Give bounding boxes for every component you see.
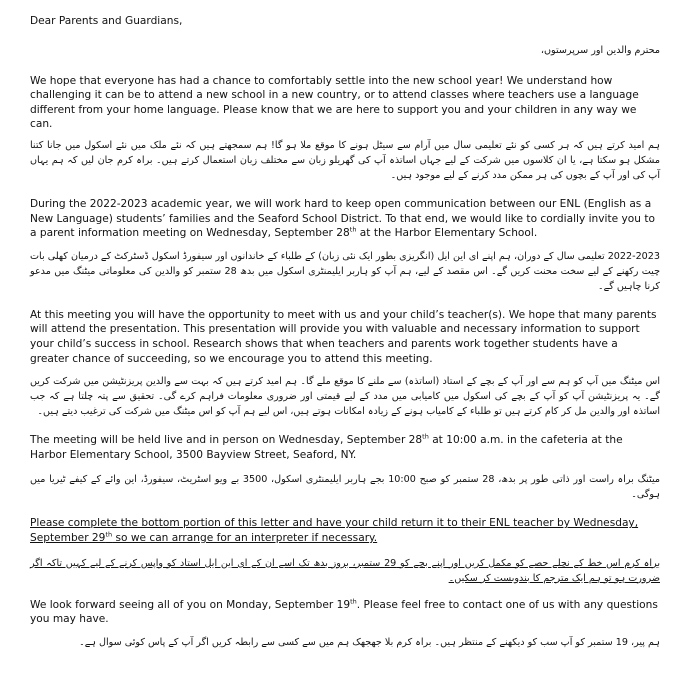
paragraph-closing-english bbox=[30, 598, 660, 627]
ordinal-suffix: th bbox=[105, 530, 113, 539]
paragraph-closing-urdu: ہم پیر، 19 ستمبر کو آپ سب کو دیکھنے کے منتظر ہیں۔ براہ کرم بلا جھجھک ہم میں سے کسی سے رابطہ کریں اگر آپ کے پاس کوئی سوال ہے۔ bbox=[79, 636, 660, 648]
closing-text: We look forward seeing all of you on Monday, September 19 bbox=[30, 598, 351, 611]
closing-text-end: . Please feel free to contact one of us with any questions you may have. bbox=[30, 598, 658, 626]
paragraph-location-urdu: میٹنگ براہ راست اور ذاتی طور پر بدھ، 28 ستمبر کو صبح 10:00 بجے ہاربر ایلیمنٹری اسکول، 3500 بے ویو اسٹریٹ، سیفورڈ، این وائے کے کیفے ٹیریا میں ہوگی۔ bbox=[30, 474, 660, 501]
paragraph-return-form-english bbox=[30, 516, 660, 545]
ordinal-suffix: th bbox=[350, 596, 357, 605]
greeting-english: Dear Parents and Guardians, bbox=[30, 15, 183, 27]
paragraph-meeting-english: At this meeting you will have the opportunity to meet with us and your child’s teacher(s). We hope that many parents will attend the presentation. This presentation will provide you with valuable and necessary information to support your child’s success in school. Research shows that when teachers and parents work together students have a greater chance of succeeding, so we encourage you to attend this meeting. bbox=[30, 308, 657, 365]
paragraph-welcome-urdu: ہم امید کرتے ہیں کہ ہر کسی کو نئے تعلیمی سال میں آرام سے سیٹل ہونے کا موقع ملا ہو گا! ہم سمجھتے ہیں کہ نئے ملک میں نئے اسکول میں جانا کتنا مشکل ہو سکتا ہے، یا ان کلاسوں میں شرکت کے لیے جہاں اساتذہ آپ کی گھریلو زبان سے مختلف زبان استعمال کرتے ہیں۔ براہ کرم جان لیں کہ ہم یہاں آپ کی اور آپ کے بچوں کی ہر ممکن مدد کرنے کے لیے موجود ہیں۔ bbox=[30, 139, 660, 181]
paragraph-meeting-urdu: اس میٹنگ میں آپ کو ہم سے اور آپ کے بچے کے استاد (اساتذہ) سے ملنے کا موقع ملے گا۔ ہم امید کرتے ہیں کہ بہت سے والدین پریزنٹیشن میں شرکت کریں گے۔ یہ پریزنٹیشن آپ کو آپ کے بچے کی اسکول میں کامیابی میں مدد کے لیے قیمتی اور ضروری معلومات فراہم کرے گی۔ تحقیق سے پتہ چلتا ہے کہ جب اساتذہ اور والدین مل کر کام کرتے ہیں تو طلباء کے کامیاب ہونے کے زیادہ امکانات ہوتے ہیں، اس لیے ہم آپ کو اس میٹنگ میں شرکت کی ترغیب دیتے ہیں۔ bbox=[30, 376, 660, 418]
location-text-end: at 10:00 a.m. in the cafeteria at the Harbor Elementary School, 3500 Bayview Street, Seaford, NY. bbox=[30, 434, 623, 461]
invitation-text: During the 2022-2023 academic year, we will work hard to keep open communication between our ENL (English as a New Language) students’ families and the Seaford School District. To that end, we would like to cordially invite you to a parent information meeting on Wednesday, September 28 bbox=[30, 197, 655, 240]
location-text: The meeting will be held live and in person on Wednesday, September 28 bbox=[30, 434, 423, 447]
return-form-text: Please complete the bottom portion of this letter and have your child return it to their ENL teacher by Wednesday, September 29 bbox=[30, 517, 639, 544]
ordinal-suffix: th bbox=[349, 225, 357, 234]
paragraph-invitation-english bbox=[30, 197, 660, 241]
paragraph-welcome-english: We hope that everyone has had a chance to comfortably settle into the new school year! We understand how challenging it can be to attend a new school in a new country, or to attend classes where teachers use a language different from your home language. Please know that we are here to support you and your children in any way we can. bbox=[30, 74, 639, 131]
paragraph-return-form-urdu: براہ کرم اس خط کے نچلے حصے کو مکمل کریں اور اپنے بچے کو 29 ستمبر، بروز بدھ تک اسے ان کے ای این ایل استاد کو واپس کرنے کے لیے کہیں تاکہ اگر ضرورت ہو تو ہم ایک مترجم کا بندوبست کر سکیں۔ bbox=[30, 557, 661, 584]
paragraph-invitation-urdu: 2022-2023 تعلیمی سال کے دوران، ہم اپنے ای این ایل (انگریزی بطور ایک نئی زبان) کے طلباء کے خاندانوں اور سیفورڈ اسکول ڈسٹرکٹ کے درمیان کھلی بات چیت رکھنے کے لیے سخت محنت کریں گے۔ اس مقصد کے لیے، ہم آپ کو ہاربر ایلیمنٹری اسکول میں بدھ 28 ستمبر کو والدین کی معلوماتی میٹنگ میں مدعو کرنا چاہیں گے۔ bbox=[30, 250, 660, 292]
ordinal-suffix: th bbox=[422, 432, 429, 441]
return-form-text-end: so we can arrange for an interpreter if necessary. bbox=[112, 531, 378, 544]
greeting-urdu: محترم والدین اور سرپرستوں، bbox=[540, 44, 660, 56]
paragraph-location-english bbox=[30, 433, 660, 462]
invitation-text-end: at the Harbor Elementary School. bbox=[356, 227, 538, 240]
